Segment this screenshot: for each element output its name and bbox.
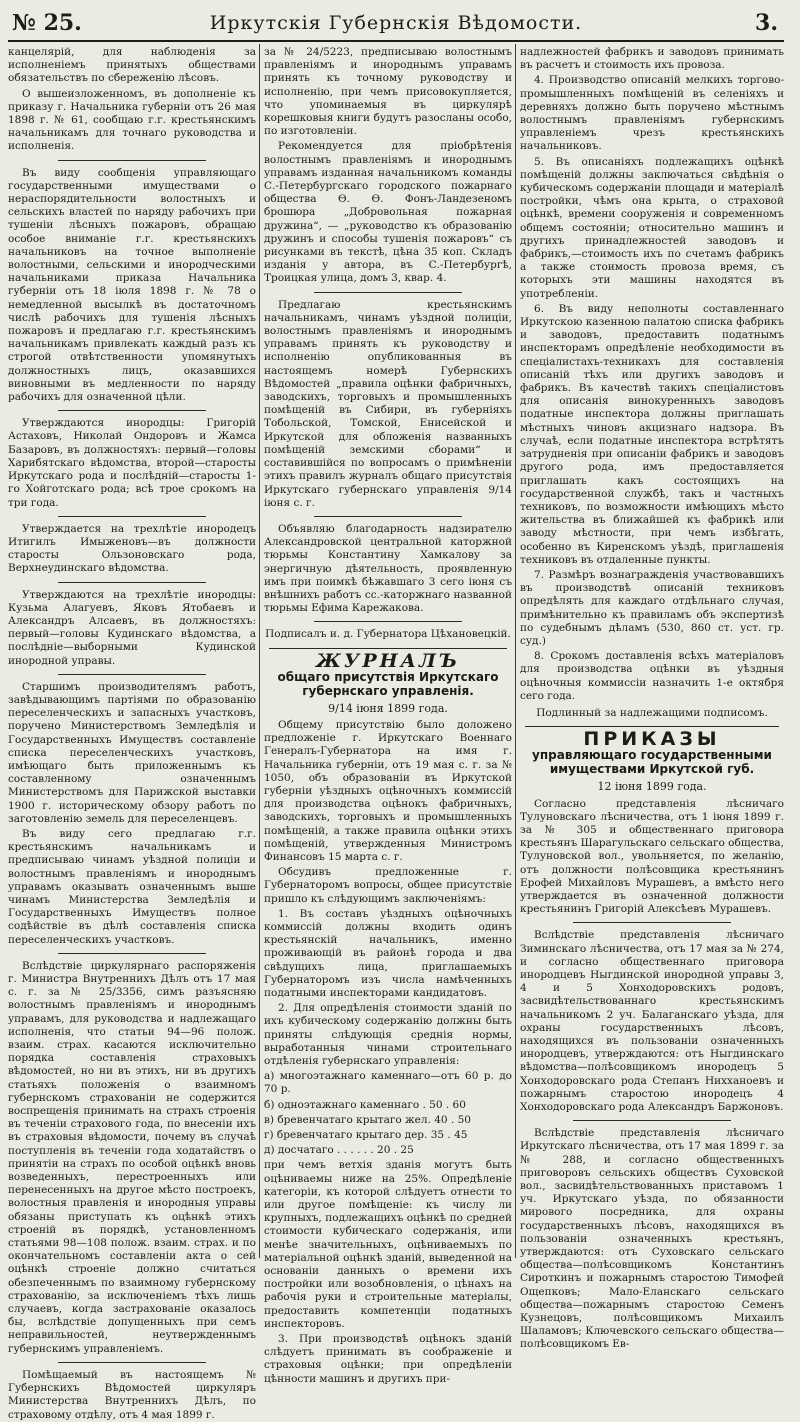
journal-signature: Подлинный за надлежащими подписомъ.	[536, 706, 768, 719]
journal-heading: ЖУРНАЛЪ	[315, 649, 461, 672]
journal-subheading: общаго присутствiя Иркутскаго губернскаго управленiя.	[277, 669, 499, 698]
paragraph: 5. Въ описанiяхъ подлежащихъ оцѣнкѣ помѣщенiй должны заключаться свѣдѣнiя о кубическомъ содержанiи площади и матерiалѣ постройки, чѣмъ она крыта, о страховой оцѣнкѣ, времени сооруженiя и современномъ общемъ состоянiи; относительно машинъ и другихъ принадлежностей заводовъ и фабрикъ,—стоимость ихъ по счетамъ фабрикъ а также стоимость провоза время, съ которыхъ эти машины находятся въ употребленiи.	[520, 155, 784, 300]
separator	[573, 1120, 731, 1121]
separator	[58, 160, 207, 161]
column-divider	[515, 44, 516, 1258]
paragraph: Старшимъ производителямъ работъ, завѣдывающимъ партiями по образованiю переселенческихъ и запасныхъ участковъ, поручено Министерствомъ Земледѣлiя и Государственныхъ Имуществъ составленiе списка переселенческихъ участковъ, имѣющаго быть приложеннымъ къ составленному означеннымъ Министерствомъ для Парижской выставки 1900 г. историческому обзору работъ по заготовленiю земель для переселенцевъ.	[8, 680, 256, 825]
page-header	[8, 6, 784, 42]
paragraph: 2. Для опредѣленiя стоимости зданiй по ихъ кубическому содержанiю должны быть приняты слѣдующiя среднiя нормы, выработанныя чинами строительнаго отдѣленiя губернскаго управленiя:	[264, 1002, 512, 1068]
separator	[58, 674, 207, 675]
separator	[314, 621, 463, 622]
separator	[58, 1362, 207, 1363]
paragraph: Обсудивъ предложенные г. Губернаторомъ вопросы, общее присутствiе пришло къ слѣдующимъ заключенiямъ:	[264, 866, 512, 905]
orders-date: 12 iюня 1899 года.	[597, 780, 707, 794]
norm-line: г) бревенчатаго крытаго дер. 35 . 45	[264, 1129, 468, 1142]
paragraph: Утверждаются инородцы: Григорiй Астаховъ, Николай Ондоровъ и Жамса Базаровъ, въ должностяхъ: первый—головы Харибятскаго вѣдомства, второй—старосты Иркутскаго рода и послѣднiй—старосты 1-го Хойготскаго рода; всѣ трое срокомъ на три года.	[8, 417, 256, 509]
paragraph: Предлагаю крестьянскимъ начальникамъ, чинамъ уѣздной полицiи, волостнымъ правленiямъ и инороднымъ управамъ принять къ руководству и исполненiю опубликованныя въ настоящемъ номерѣ Губернскихъ Вѣдомостей „правила оцѣнки фабричныхъ, заводскихъ, торговыхъ и промышленныхъ помѣщенiй въ Сибири, въ губернiяхъ Тобольской, Томской, Енисейской и Иркутской для обложенiя названныхъ помѣщенiй земскими сборами“ и составившiйся по вопросамъ о примѣненiи этихъ правилъ журналъ общаго присутствiя Иркутскаго губернскаго управленiя 9/14 iюня с. г.	[264, 298, 512, 509]
orders-heading: ПРИКАЗЫ	[583, 728, 721, 751]
paragraph: Объявляю благодарность надзирателю Александровской центральной каторжной тюрьмы Константину Хамкалову за энергичную дѣятельность, проявленную имъ при поимкѣ бѣжавшаго 3 сего iюня съ внѣшнихъ работъ сс.-каторжнаго названной тюрьмы Ефима Карежакова.	[264, 522, 512, 615]
paragraph: 7. Размѣръ вознагражденiя участвовавшихъ въ производствѣ описанiй техниковъ опредѣлять для каждаго отдѣльнаго случая, примѣнительно къ правиламъ объ экспертизѣ по судебнымъ дѣламъ (530, 860 ст. уст. гр. суд.)	[520, 568, 784, 647]
paragraph: 1. Въ составъ уѣздныхъ оцѣночныхъ коммиссiй должны входить одинъ крестьянскiй начальникъ, именно проживающiй въ районѣ города и два свѣдущихъ лица, приглашаемыхъ Губернаторомъ изъ числа намѣченныхъ податными инспекторами кандидатовъ.	[264, 907, 512, 999]
column-1	[8, 46, 256, 1421]
paragraph: за № 24/5223, предписываю волостнымъ правленiямъ и инороднымъ управамъ принять къ точному руководству и исполненiю, при чемъ присовокупляется, что упоминаемыя въ циркулярѣ корешковыя книги будутъ разосланы особо, по изготовленiи.	[264, 46, 512, 138]
paragraph: 8. Срокомъ доставленiя всѣхъ матерiаловъ для производства оцѣнки въ уѣздныя оцѣночныя коммиссiи назначить 1-е октября сего года.	[520, 650, 784, 702]
separator	[269, 648, 507, 649]
paragraph: 3. При производствѣ оцѣнокъ зданiй слѣдуетъ принимать въ соображенiе и страховыя оцѣнки; при опредѣленiи цѣнности машинъ и другихъ при-	[264, 1333, 512, 1385]
paragraph: Помѣщаемый въ настоящемъ № Губернскихъ Вѣдомостей циркуляръ Министерства Внутреннихъ Дѣлъ, по страховому отдѣлу, отъ 4 мая 1899 г.	[8, 1368, 256, 1421]
norm-line: в) бревенчатаго крытаго жел. 40 . 50	[264, 1113, 471, 1126]
separator	[58, 582, 207, 583]
paragraph: О вышеизложенномъ, въ дополненiе къ приказу г. Начальника губернiи отъ 26 мая 1898 г. № 61, сообщаю г.г. крестьянскимъ начальникамъ для точнаго руководства и исполненiя.	[8, 87, 256, 153]
separator	[314, 292, 463, 293]
separator	[525, 726, 778, 727]
paragraph: Общему присутствiю было доложено предложенiе г. Иркутскаго Военнаго Генералъ-Губернатора на имя г. Начальника губернiи, отъ 19 мая с. г. за № 1050, объ образованiи въ Иркутской губернiи уѣздныхъ оцѣночныхъ коммиссiй для производства оцѣнокъ фабричныхъ, заводскихъ, торговыхъ и промышленныхъ помѣщенiй, а также правила оцѣнки этихъ помѣщенiй, утвержденныя Министромъ Финансовъ 15 марта с. г.	[264, 718, 512, 863]
governor-signature: Подписалъ и. д. Губернатора Цѣхановецкiй.	[265, 628, 511, 641]
issue-number: № 25.	[12, 10, 82, 36]
paragraph: 6. Въ виду неполноты составленнаго Иркутскою казенною палатою списка фабрикъ и заводовъ, предоставить податнымъ инспекторамъ опредѣленiе необходимости въ спецiалистахъ-техникахъ для составленiя описанiй тѣхъ или другихъ заводовъ и фабрикъ. Въ качествѣ такихъ спецiалистовъ для описанiя винокуренныхъ заводовъ податные инспектора должны приглашать мѣстныхъ чиновъ акцизнаго надзора. Въ случаѣ, если податные инспектора встрѣтятъ затрудненiя при описанiи фабрикъ и заводовъ другого рода, имъ предоставляется приглашать какъ состоящихъ на государственной службѣ, такъ и частныхъ техниковъ, по возможности имѣющихъ мѣсто жительства въ ближайшей къ фабрикѣ или заводу мѣстности, при чемъ избѣгать, особенно въ Киренскомъ уѣздѣ, приглашенiя техниковъ въ отдаленные пункты.	[520, 302, 784, 566]
norm-line: д) досчатаго . . . . . . 20 . 25	[264, 1144, 414, 1157]
page-number: 3.	[755, 10, 778, 36]
newspaper-title: Иркутскія Губернскія Вѣдомости.	[209, 12, 583, 34]
norm-line: а) многоэтажнаго каменнаго—отъ 60 р. до 70 р.	[264, 1070, 512, 1096]
column-2	[264, 46, 512, 1385]
paragraph: 4. Производство описанiй мелкихъ торгово-промышленныхъ помѣщенiй въ селенiяхъ и деревняхъ должно быть поручено мѣстнымъ волостнымъ правленiямъ губернскимъ управленiемъ чрезъ крестьянскихъ начальниковъ.	[520, 74, 784, 153]
separator	[573, 922, 731, 923]
paragraph: канцелярiй, для наблюденiя за исполненiемъ принятыхъ обществами обязательствъ по сбереженiю лѣсовъ.	[8, 46, 256, 85]
paragraph: Вслѣдствiе циркулярнаго распоряженiя г. Министра Внутреннихъ Дѣлъ отъ 17 мая с. г. за № 25/3356, симъ разъясняю волостнымъ правленiямъ и инороднымъ управамъ, для руководства и надлежащаго исполненiя, что статьи 94—96 полож. взаим. страх. касаются исключительно порядка составленiя страховыхъ вѣдомостей, но ни въ этихъ, ни въ другихъ статьяхъ положенiя о взаимномъ губернскомъ страхованiи не содержится воспрещенiя принимать на страхъ строенiя въ теченiи страхового года, по внесенiи ихъ въ страховыя вѣдомости, почему въ случаѣ поступленiя въ теченiи года ходатайствъ о принятiи на страхъ по особой оцѣнкѣ вновь возведенныхъ, перестроенныхъ или перенесенныхъ на другое мѣсто построекъ, волостныя правленiя и инородныя управы обязаны приступать къ оцѣнкѣ этихъ строенiй въ порядкѣ, установленномъ статьями 98—108 полож. взаим. страх. и по окончательномъ составленiи акта о сей оцѣнкѣ строенiе должно считаться обезпеченнымъ по взаимному губернскому страхованiю, за исключенiемъ тѣхъ лишь случаевъ, когда застрахованiе оказалось бы, вслѣдствiе допущенныхъ при семъ неправильностей, неутвержденнымъ губернскимъ управленiемъ.	[8, 959, 256, 1355]
separator	[58, 516, 207, 517]
paragraph: надлежностей фабрикъ и заводовъ принимать въ расчетъ и стоимость ихъ провоза.	[520, 46, 784, 72]
paragraph: Вслѣдствiе представленiя лѣсничаго Зиминскаго лѣсничества, отъ 17 мая за № 274, и согласно общественнаго приговора инородцевъ Ныгдинской инородной управы 3, 4 и 5 Хонходоровскихъ родовъ, засвидѣтельствованнаго крестьянскимъ начальникомъ 2 уч. Балаганскаго уѣзда, для охраны государственныхъ лѣсовъ, находящихся въ пользованiи означенныхъ инородцевъ, утверждаются: отъ Ныгдинскаго вѣдомства—полѣсовщикомъ инородецъ 5 Хонходоровскаго рода Степанъ Нихханоевъ и пожарнымъ старостою инородецъ 4 Хонходоровскаго рода Александръ Баржоновъ.	[520, 929, 784, 1114]
paragraph: Вслѣдствiе представленiя лѣсничаго Иркутскаго лѣсничества, отъ 17 мая 1899 г. за № 288, и согласно общественныхъ приговоровъ сельскихъ обществъ Суховской вол., засвидѣтельствованныхъ приставомъ 1 уч. Иркутскаго уѣзда, по обязанности мирового посредника, для охраны государственныхъ лѣсовъ, находящихся въ пользованiи означенныхъ крестьянъ, утверждаются: отъ Суховскаго сельскаго общества—полѣсовщикомъ Константинъ Сироткинъ и пожарнымъ старостою Тимофей Ощепковъ; Мало-Еланскаго сельскаго общества—пожарнымъ старостою Семенъ Кузнецовъ, полѣсовщикомъ Михаилъ Шаламовъ; Ключевского сельскаго общества—полѣсовщикомъ Ев-	[520, 1127, 784, 1351]
column-divider	[259, 44, 260, 1258]
separator	[314, 516, 463, 517]
separator	[58, 953, 207, 954]
paragraph: Въ виду сего предлагаю г.г. крестьянскимъ начальникамъ и предписываю чинамъ уѣздной полицiи и волостнымъ правленiямъ и инороднымъ управамъ оказывать означеннымъ выше чинамъ Министерства Земледѣлiя и Государственныхъ Имуществъ полное содѣйствiе въ дѣлѣ составленiя списка переселенческихъ участковъ.	[8, 827, 256, 946]
paragraph: Утверждается на трехлѣтiе инородецъ Итигилъ Имыженовъ—въ должности старосты Ользоновскаго рода, Верхнеудинскаго вѣдомства.	[8, 522, 256, 575]
paragraph: Согласно представленiя лѣсничаго Тулуновскаго лѣсничества, отъ 1 iюня 1899 г. за № 305 и общественнаго приговора крестьянъ Шарагульскаго сельскаго общества, Тулуновской вол., увольняется, по желанiю, отъ должности полѣсовщика крестьянинъ Ерофей Михайловъ Мурашевъ, а вмѣсто него утверждается въ означенной должности крестьянинъ Григорiй Алексѣевъ Мурашевъ.	[520, 797, 784, 916]
paragraph: Рекомендуется для прiобрѣтенiя волостнымъ правленiямъ и инороднымъ управамъ изданная начальникомъ команды С.-Петербургскаго городского пожарнаго общества Ѳ. Ѳ. Фонъ-Ландезеномъ брошюра „Добровольная пожарная дружина“, — „руководство къ образованiю дружинъ и способы тушенiя пожаровъ“ съ рисунками въ текстѣ, цѣна 35 коп. Складъ изданiя у автора, въ С.-Петербургѣ, Троицкая улица, домъ 3, квар. 4.	[264, 140, 512, 285]
norm-line: б) одноэтажнаго каменнаго . 50 . 60	[264, 1098, 466, 1111]
paragraph: Утверждаются на трехлѣтiе инородцы: Кузьма Алагуевъ, Яковъ Ятобаевъ и Александръ Алсаевъ, въ должностяхъ: первый—головы Кудинскаго вѣдомства, а послѣднiе—выборными Кудинской инородной управы.	[8, 588, 256, 667]
paragraph: Въ виду сообщенiя управляющаго государственными имуществами о нераспорядительности волостныхъ и сельскихъ властей по наряду рабочихъ при тушенiи лѣсныхъ пожаровъ, обращаю особое вниманiе г.г. крестьянскихъ начальниковъ на точное выполненiе волостными, сельскими и инородческими начальниками приказа Начальника губернiи отъ 18 iюля 1898 г. № 78 о немедленной высылкѣ въ достаточномъ числѣ рабочихъ для тушенiя лѣсныхъ пожаровъ и предлагаю г.г. крестьянскимъ начальникамъ привлекать каждый разъ къ строгой отвѣтственности упомянутыхъ должностныхъ лицъ, оказавшихся виновными въ медленности по наряду рабочихъ для означенной цѣли.	[8, 166, 256, 404]
separator	[58, 410, 207, 411]
column-3	[520, 46, 784, 1351]
journal-date: 9/14 iюня 1899 года.	[328, 701, 448, 715]
orders-subheading: управляющаго государственными имуществами Иркутской губ.	[532, 748, 772, 777]
paragraph: при чемъ ветхiя зданiя могутъ быть оцѣниваемы ниже на 25%. Опредѣленiе категорiи, къ которой слѣдуетъ отнести то или другое помѣщенiе: къ числу ли крупныхъ, подлежащихъ оцѣнкѣ по средней стоимости кубическаго содержанiя, или менѣе значительныхъ, оцѣниваемыхъ по матерiальной оцѣнкѣ зданiй, выведенной на основанiи данныхъ о времени ихъ постройки или возобновленiя, о цѣнахъ на рабочiя руки и строительные матерiалы, предоставить компетенцiи податныхъ инспекторовъ.	[264, 1159, 512, 1330]
